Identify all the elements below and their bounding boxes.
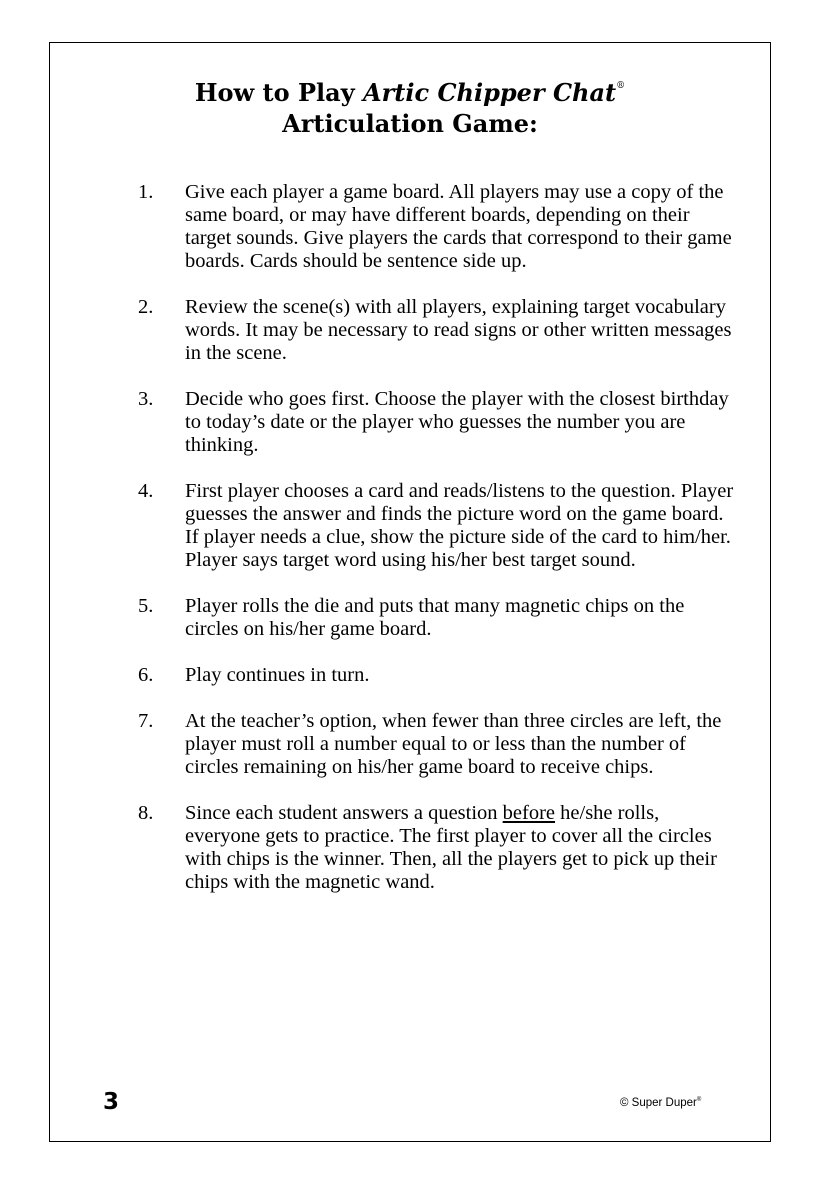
title-registered-mark: ® (616, 81, 626, 91)
step-text-underlined: before (502, 802, 556, 824)
page-title (50, 74, 770, 109)
instruction-step (138, 296, 738, 365)
step-text: First player chooses a card and reads/listens to the question. Player guesses the answer and finds the picture word on the game board. If player needs a clue, show the picture side of the card to him/her. Player says target word using his/her best target sound. (185, 480, 734, 571)
instruction-step (138, 595, 738, 641)
instruction-step (138, 388, 738, 457)
step-text: Player rolls the die and puts that many magnetic chips on the circles on his/her game board. (185, 595, 685, 640)
page-number: 3 (103, 1089, 120, 1115)
copyright-registered-mark: ® (696, 1097, 702, 1104)
step-number: 4. (138, 480, 154, 502)
step-text: Review the scene(s) with all players, explaining target vocabulary words. It may be necessary to read signs or other written messages in the scene. (185, 296, 732, 364)
instruction-step (138, 480, 738, 572)
step-number: 1. (138, 181, 154, 203)
step-number: 7. (138, 710, 154, 732)
step-text-after: he/she rolls, everyone gets to practice. The first player to cover all the circles with chips is the winner. Then, all the players get to pick up their chips with the magnetic wand. (185, 802, 717, 893)
instruction-step (138, 710, 738, 779)
instruction-step (138, 181, 738, 273)
step-text-before: Since each student answers a question (185, 802, 503, 824)
copyright-text: © Super Duper (620, 1097, 697, 1109)
instruction-step (138, 664, 738, 687)
title-game-name: Artic Chipper Chat (363, 78, 617, 107)
page-subtitle: Articulation Game: (282, 109, 538, 138)
instruction-step (138, 802, 738, 894)
step-number: 6. (138, 664, 154, 686)
step-text: Give each player a game board. All players may use a copy of the same board, or may have different boards, depending on their target sounds. Give players the cards that correspond to their game boards. Cards should be sentence side up. (185, 181, 732, 272)
step-number: 2. (138, 296, 154, 318)
step-text: At the teacher’s option, when fewer than three circles are left, the player must roll a number equal to or less than the number of circles remaining on his/her game board to receive chips. (185, 710, 722, 778)
instruction-list (138, 181, 738, 917)
step-text: Decide who goes first. Choose the player with the closest birthday to today’s date or the player who guesses the number you are thinking. (185, 388, 729, 456)
page-frame (49, 42, 771, 1142)
step-number: 5. (138, 595, 154, 617)
title-prefix: How to Play (194, 78, 364, 107)
step-number: 8. (138, 802, 154, 824)
copyright-notice (620, 1097, 701, 1109)
step-text: Play continues in turn. (185, 664, 370, 686)
step-number: 3. (138, 388, 154, 410)
